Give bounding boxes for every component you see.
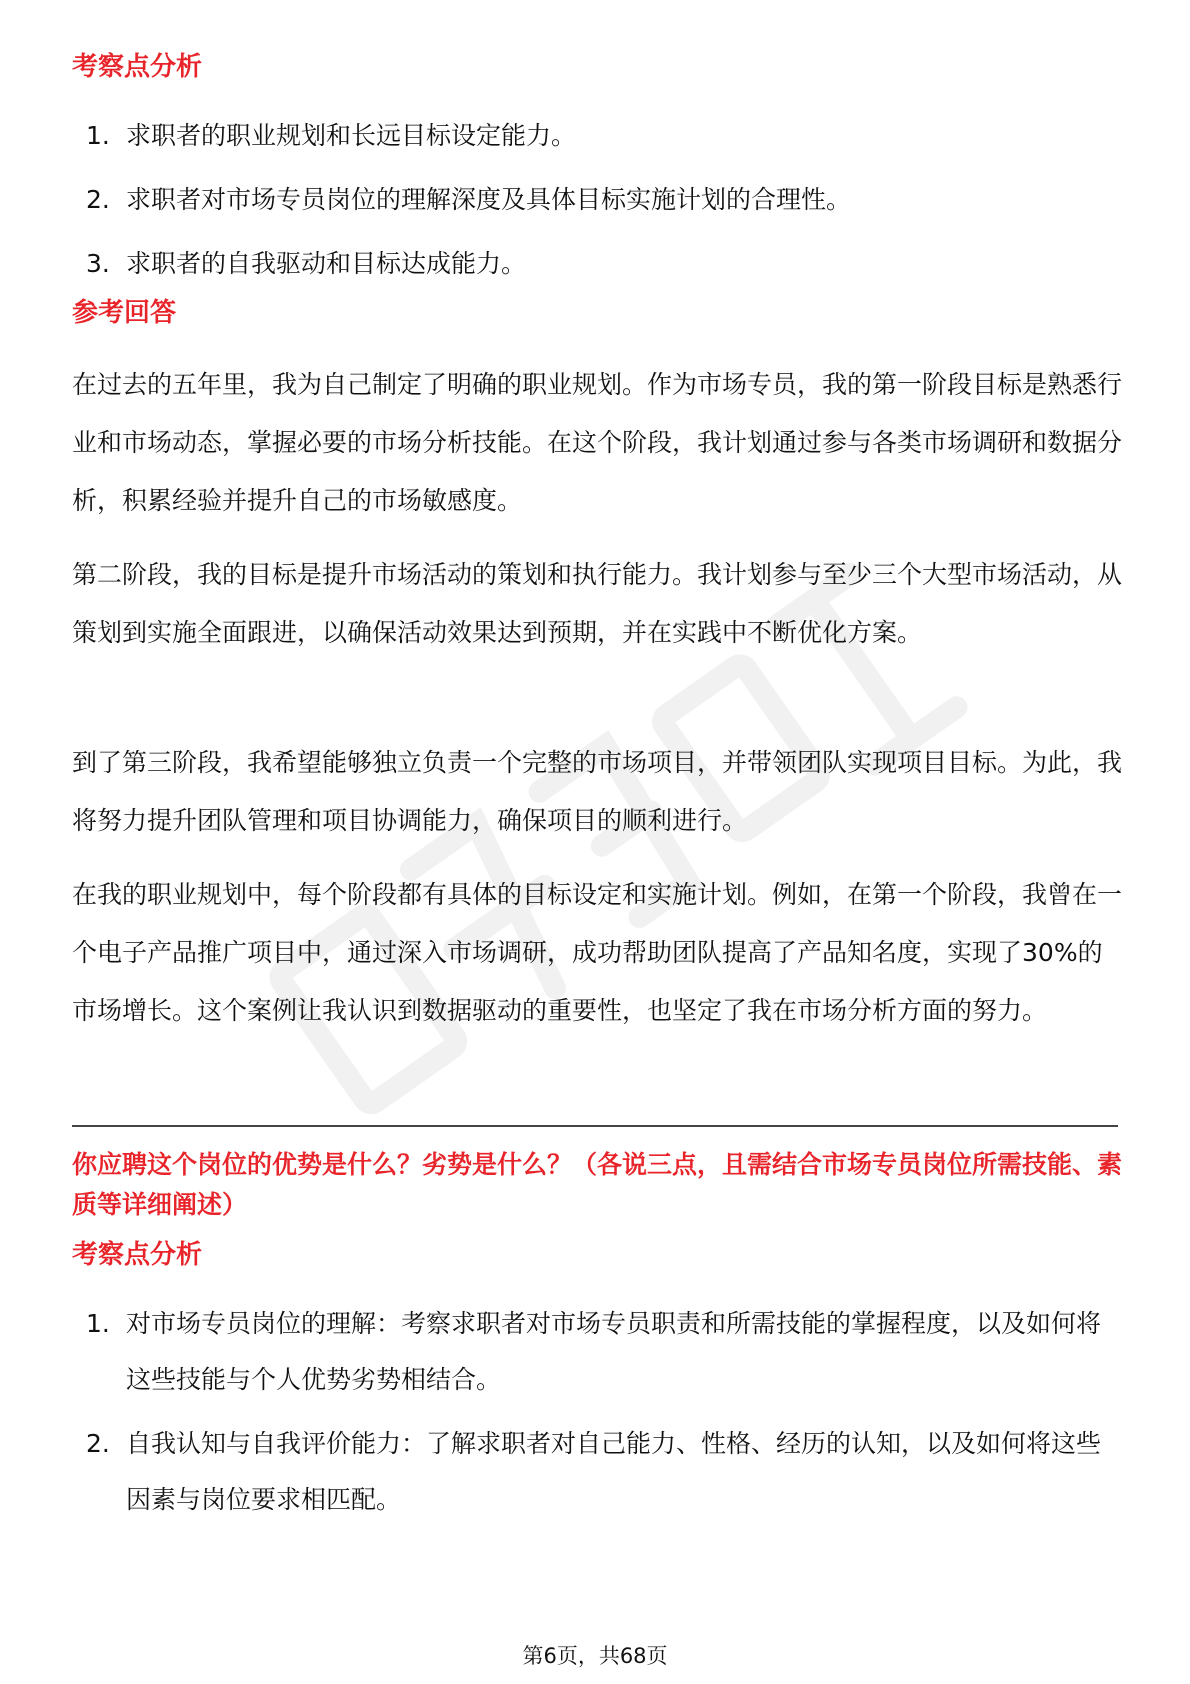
list-item-number: 2. — [86, 185, 110, 214]
section-divider — [72, 1125, 1118, 1127]
list-item-text: 自我认知与自我评价能力：了解求职者对自己能力、性格、经历的认知，以及如何将这些因素与岗位要求相匹配。 — [126, 1429, 1102, 1514]
list-item-text: 求职者的自我驱动和目标达成能力。 — [126, 249, 527, 278]
answer-paragraph: 在我的职业规划中，每个阶段都有具体的目标设定和实施计划。例如，在第一个阶段，我曾在一个电子产品推广项目中，通过深入市场调研，成功帮助团队提高了产品知名度，实现了30%的市场增长。这个案例让我认识到数据驱动的重要性，也坚定了我在市场分析方面的努力。 — [72, 880, 1123, 1025]
list-item-number: 3. — [86, 249, 110, 278]
list-item — [86, 1296, 1116, 1408]
list-item-number: 2. — [86, 1429, 110, 1458]
page-number: 第6页，共68页 — [522, 1644, 668, 1668]
section-heading-analysis: 考察点分析 — [72, 52, 203, 82]
analysis-list — [86, 108, 1116, 300]
list-item-text: 求职者的职业规划和长远目标设定能力。 — [126, 121, 577, 150]
list-item-number: 1. — [86, 121, 110, 150]
list-item-text: 对市场专员岗位的理解：考察求职者对市场专员职责和所需技能的掌握程度，以及如何将这些技能与个人优势劣势相结合。 — [126, 1309, 1102, 1394]
list-item — [86, 1416, 1116, 1528]
analysis-list — [86, 1296, 1116, 1536]
list-item-text: 求职者对市场专员岗位的理解深度及具体目标实施计划的合理性。 — [126, 185, 852, 214]
list-item — [86, 172, 1116, 228]
list-item — [86, 108, 1116, 164]
interview-question: 你应聘这个岗位的优势是什么？劣势是什么？（各说三点，且需结合市场专员岗位所需技能、素质等详细阐述） — [72, 1150, 1123, 1219]
section-heading-analysis: 考察点分析 — [72, 1240, 203, 1270]
answer-paragraph: 到了第三阶段，我希望能够独立负责一个完整的市场项目，并带领团队实现项目目标。为此，我将努力提升团队管理和项目协调能力，确保项目的顺利进行。 — [72, 748, 1123, 835]
answer-paragraph: 在过去的五年里，我为自己制定了明确的职业规划。作为市场专员，我的第一阶段目标是熟悉行业和市场动态，掌握必要的市场分析技能。在这个阶段，我计划通过参与各类市场调研和数据分析，积累经验并提升自己的市场敏感度。 — [72, 370, 1123, 515]
answer-paragraph: 第二阶段，我的目标是提升市场活动的策划和执行能力。我计划参与至少三个大型市场活动，从策划到实施全面跟进，以确保活动效果达到预期，并在实践中不断优化方案。 — [72, 560, 1123, 647]
list-item-number: 1. — [86, 1309, 110, 1338]
section-heading-reference-answer: 参考回答 — [72, 298, 177, 328]
list-item — [86, 236, 1116, 292]
